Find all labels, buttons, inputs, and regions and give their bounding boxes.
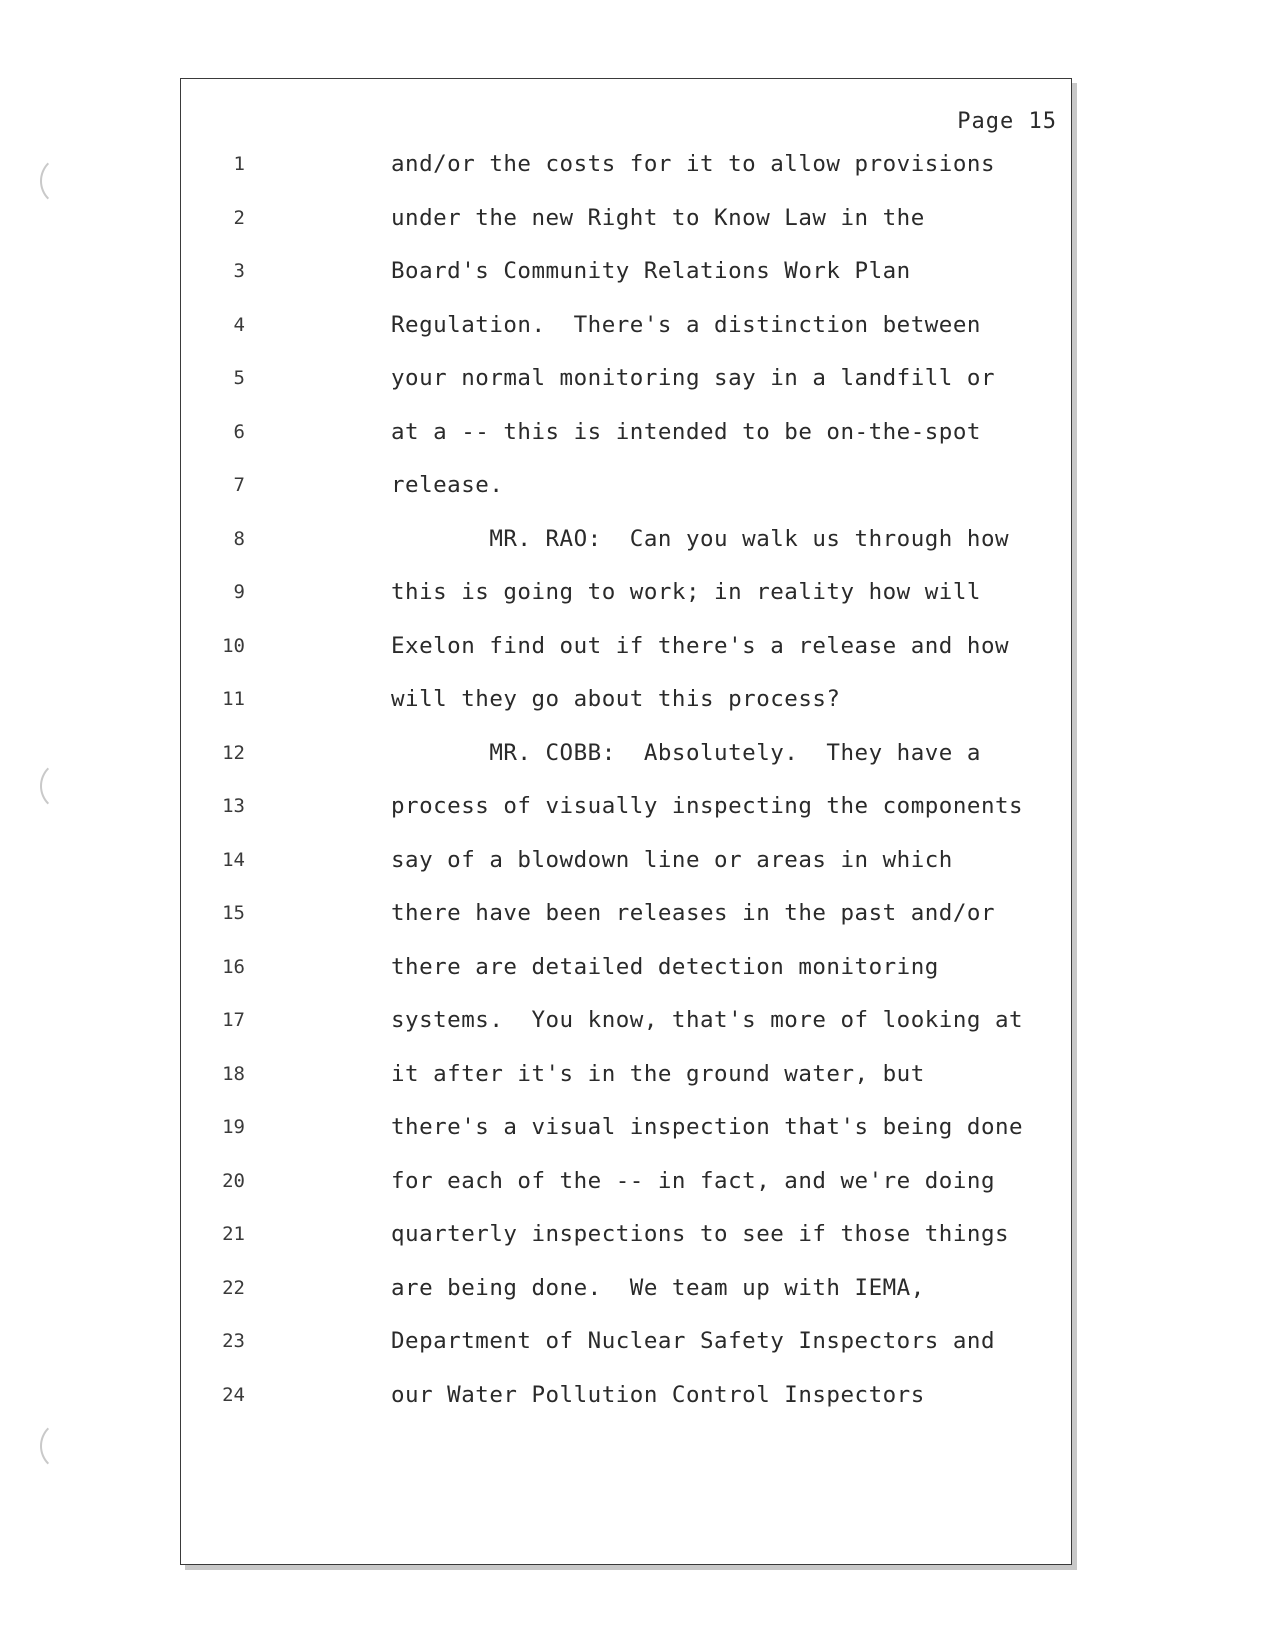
transcript-line: [181, 1381, 1061, 1438]
line-number: 19: [222, 1116, 245, 1138]
transcript-line: [181, 581, 1061, 635]
punch-hole-middle: [40, 760, 92, 812]
line-number: 18: [222, 1062, 245, 1085]
transcript-page: [180, 78, 1072, 1565]
transcript-lines: [181, 153, 1061, 1437]
line-text: under the new Right to Know Law in the: [391, 204, 925, 231]
line-text: there have been releases in the past and/or: [391, 900, 995, 926]
transcript-line: [181, 1274, 1061, 1331]
punch-hole-bottom: [40, 1420, 92, 1472]
transcript-line: [181, 418, 1061, 475]
punch-hole-top: [40, 155, 92, 207]
transcript-line: [181, 153, 1061, 207]
transcript-line: [181, 474, 1061, 528]
line-text: process of visually inspecting the components: [391, 793, 1024, 819]
line-number: 24: [222, 1383, 245, 1406]
line-number: 20: [222, 1169, 245, 1192]
line-number: 12: [222, 741, 245, 764]
transcript-line: [181, 902, 1061, 956]
line-number: 17: [222, 1009, 245, 1031]
line-number: 16: [222, 955, 245, 978]
line-text: at a -- this is intended to be on-the-spot: [391, 418, 981, 445]
transcript-line: [181, 739, 1061, 796]
line-number: 2: [233, 206, 245, 229]
transcript-line: [181, 260, 1061, 314]
transcript-line: [181, 795, 1061, 849]
line-text: MR. COBB: Absolutely. They have a: [391, 739, 981, 766]
line-number: 21: [222, 1223, 245, 1245]
transcript-line: [181, 1116, 1061, 1170]
line-text: your normal monitoring say in a landfill or: [391, 365, 995, 391]
line-text: Department of Nuclear Safety Inspectors and: [391, 1328, 995, 1354]
line-text: Board's Community Relations Work Plan: [391, 258, 911, 284]
line-text: say of a blowdown line or areas in which: [391, 846, 953, 873]
line-number: 6: [233, 420, 245, 443]
transcript-line: [181, 1223, 1061, 1277]
line-number: 1: [233, 153, 245, 175]
transcript-line: [181, 1330, 1061, 1384]
line-text: MR. RAO: Can you walk us through how: [391, 525, 1010, 552]
line-number: 3: [233, 260, 245, 282]
line-text: for each of the -- in fact, and we're doing: [391, 1167, 995, 1194]
line-number: 14: [222, 848, 245, 871]
transcript-line: [181, 311, 1061, 368]
line-text: there's a visual inspection that's being done: [391, 1114, 1024, 1140]
transcript-line: [181, 1167, 1061, 1224]
line-number: 11: [222, 688, 245, 710]
line-text: there are detailed detection monitoring: [391, 953, 939, 980]
line-text: Regulation. There's a distinction between: [391, 311, 981, 338]
line-number: 7: [233, 474, 245, 496]
transcript-line: [181, 1060, 1061, 1117]
line-number: 23: [222, 1330, 245, 1352]
line-text: our Water Pollution Control Inspectors: [391, 1381, 925, 1408]
transcript-line: [181, 525, 1061, 582]
line-text: Exelon find out if there's a release and how: [391, 632, 1010, 659]
transcript-line: [181, 204, 1061, 261]
line-text: release.: [391, 472, 504, 498]
line-number: 10: [222, 634, 245, 657]
line-text: will they go about this process?: [391, 686, 841, 712]
line-text: systems. You know, that's more of looking at: [391, 1007, 1024, 1033]
transcript-line: [181, 367, 1061, 421]
line-number: 22: [222, 1276, 245, 1299]
transcript-line: [181, 1009, 1061, 1063]
line-number: 9: [233, 581, 245, 603]
line-number: 5: [233, 367, 245, 389]
line-text: and/or the costs for it to allow provisions: [391, 151, 995, 177]
line-number: 13: [222, 795, 245, 817]
line-text: this is going to work; in reality how will: [391, 579, 981, 605]
line-number: 8: [233, 527, 245, 550]
page-number: Page 15: [957, 109, 1057, 134]
transcript-line: [181, 953, 1061, 1010]
line-text: quarterly inspections to see if those things: [391, 1221, 1010, 1247]
line-text: are being done. We team up with IEMA,: [391, 1274, 925, 1301]
line-number: 4: [233, 313, 245, 336]
transcript-line: [181, 846, 1061, 903]
line-number: 15: [222, 902, 245, 924]
line-text: it after it's in the ground water, but: [391, 1060, 925, 1087]
transcript-line: [181, 632, 1061, 689]
transcript-line: [181, 688, 1061, 742]
